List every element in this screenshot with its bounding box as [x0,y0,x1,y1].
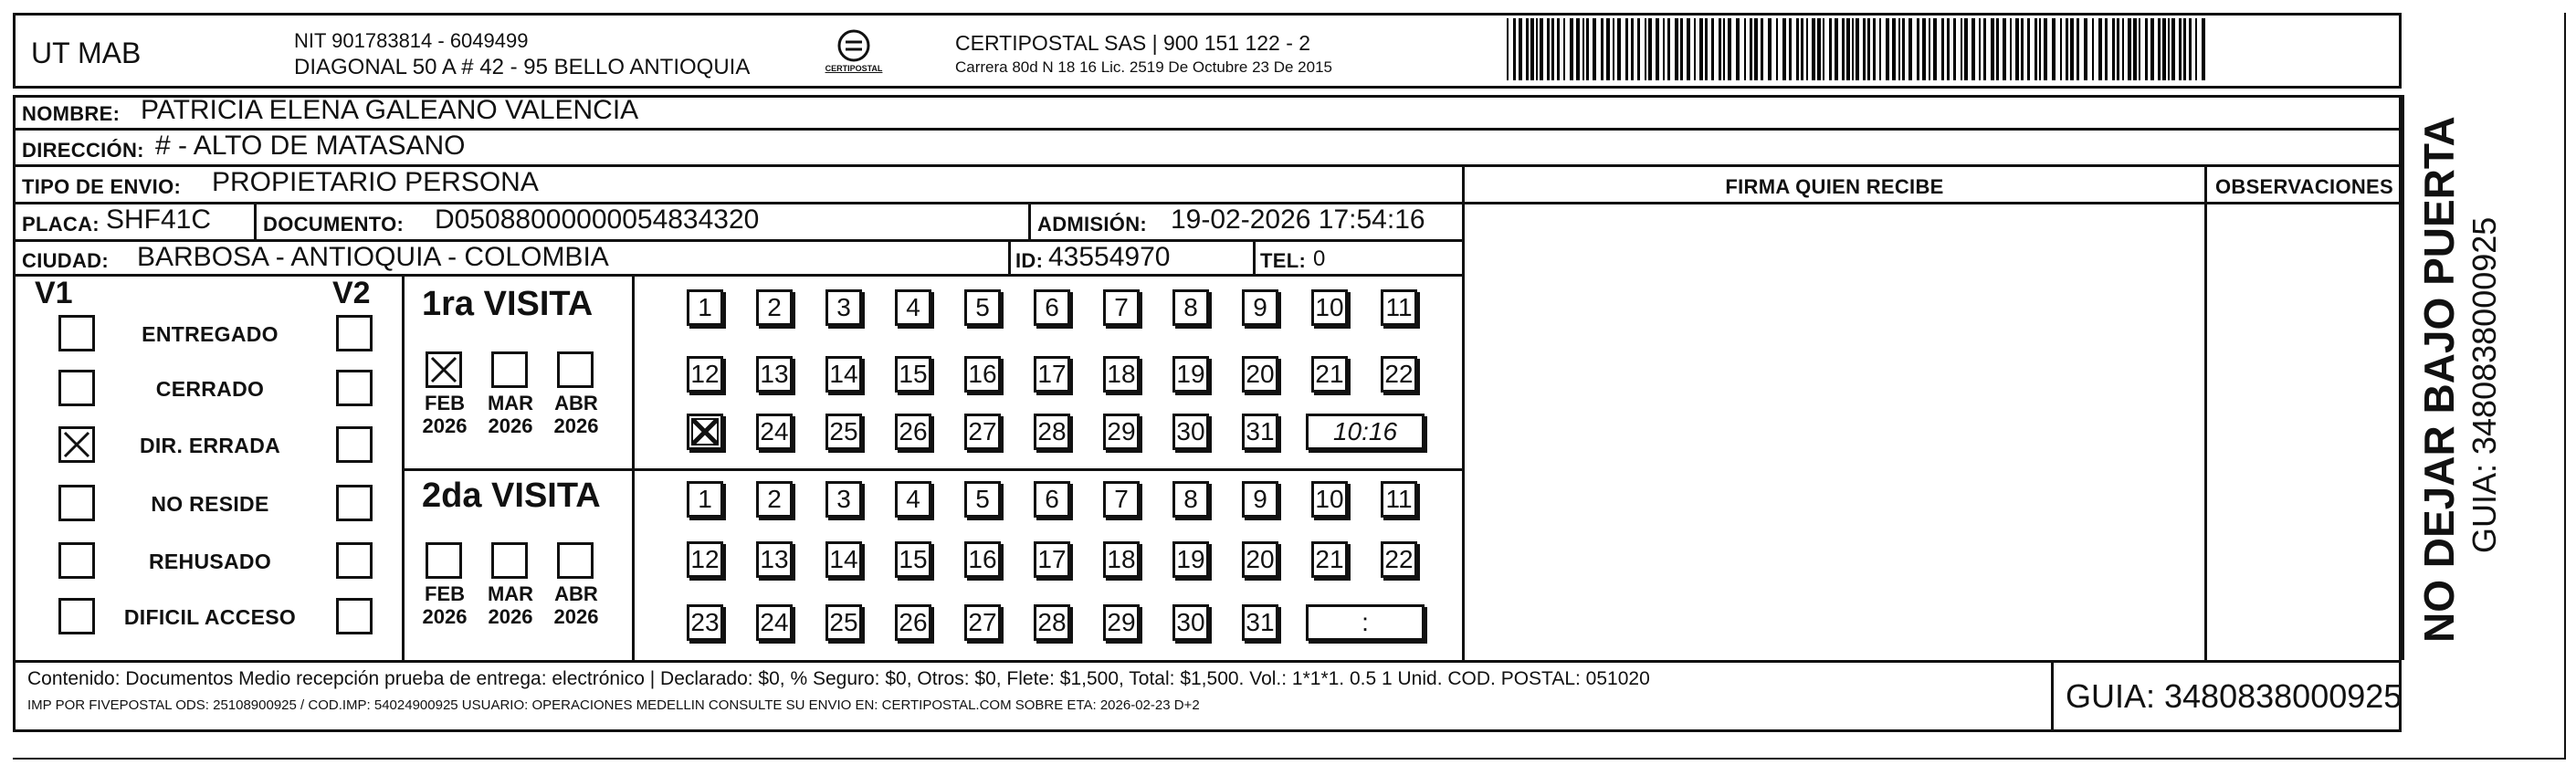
barcode-bar [1947,18,1950,80]
barcode-bar [2105,18,2108,80]
second-visit-day-box[interactable]: 25 [825,604,862,641]
first-visit-time-box[interactable]: 10:16 [1306,414,1425,450]
tipo-envio-label: TIPO DE ENVIO: [22,175,182,198]
nombre-value: PATRICIA ELENA GALEANO VALENCIA [141,95,639,125]
status-column-divider [402,274,405,660]
barcode-bar [2052,18,2056,80]
status-label: DIFICIL ACCESO [123,605,297,629]
second-visit-day-box[interactable]: 15 [895,541,931,578]
v1-checkbox[interactable] [58,315,95,351]
first-visit-day-box[interactable]: 24 [756,414,793,450]
second-visit-day-box[interactable]: 6 [1034,481,1070,518]
barcode-bar [2084,18,2087,80]
barcode-bar [2158,18,2161,80]
barcode-bar [1648,18,1652,80]
visits-divider [402,468,1462,471]
barcode-bar [1817,18,1821,80]
barcode-bar [1513,18,1516,80]
footer-divider [13,660,2399,663]
barcode-bar [1856,18,1859,80]
barcode-bar [1719,18,1721,80]
barcode-bar [2027,18,2030,80]
v1-checkbox[interactable] [58,542,95,579]
barcode-bar [1941,18,1944,80]
second-visit-day-box[interactable]: 30 [1172,604,1209,641]
barcode-bar [1711,18,1714,80]
barcode-bar [2195,18,2197,80]
side-guia-number: GUIA: 3480838000925 [2466,216,2503,553]
barcode-bar [1922,18,1926,80]
first-visit-day-box[interactable]: 30 [1172,414,1209,450]
barcode-bar [1728,18,1731,80]
second-visit-day-box[interactable]: 2 [756,481,793,518]
barcode-bar [2171,18,2175,80]
barcode-bar [1663,18,1665,80]
first-visit-day-box[interactable]: 4 [895,289,931,326]
second-visit-month-checkbox[interactable] [491,542,528,579]
v1-checkbox[interactable] [58,426,95,463]
barcode-bar [1953,18,1956,80]
second-visit-day-box[interactable]: 5 [964,481,1001,518]
barcode-bar [2122,18,2124,80]
barcode-bar [1886,18,1889,80]
barcode-bar [1547,18,1550,80]
barcode-bar [1996,18,1999,80]
barcode-bar [1680,18,1683,80]
first-visit-day-box[interactable]: 18 [1103,356,1140,393]
status-label: DIR. ERRADA [139,434,281,457]
first-visit-day-box[interactable]: 26 [895,414,931,450]
barcode-bar [1961,18,1962,80]
status-label: NO RESIDE [151,492,269,516]
barcode-bar [2117,18,2119,80]
barcode-bar [2077,18,2079,80]
first-visit-day-box[interactable]: 6 [1034,289,1070,326]
second-visit-month-checkbox[interactable] [557,542,594,579]
barcode-bar [2003,18,2006,80]
second-visit-day-box[interactable]: 3 [825,481,862,518]
second-visit-title: 2da VISITA [422,477,601,515]
first-visit-day-box[interactable]: 29 [1103,414,1140,450]
outer-right-border [2564,13,2566,760]
first-visit-month-checkbox[interactable] [491,351,528,388]
certipostal-logo [822,27,886,80]
barcode-bar [1530,18,1534,80]
barcode-bar [1563,18,1565,80]
month-year: 2026 [488,414,533,437]
first-visit-day-box[interactable]: 14 [825,356,862,393]
barcode-bar [2133,18,2137,80]
second-visit-month-label [416,582,473,628]
month-year: 2026 [488,605,533,628]
barcode-bar [1971,18,1975,80]
firma-quien-recibe-label: FIRMA QUIEN RECIBE [1725,175,1944,198]
first-visit-day-box[interactable]: 5 [964,289,1001,326]
barcode-bar [1823,18,1824,80]
second-visit-day-box[interactable]: 31 [1242,604,1278,641]
check-x-icon [689,416,720,447]
documento-label: DOCUMENTO: [263,213,405,236]
first-visit-day-box[interactable]: 15 [895,356,931,393]
v1-checkbox[interactable] [58,598,95,634]
second-visit-day-box[interactable]: 26 [895,604,931,641]
footer-imp-line: IMP POR FIVEPOSTAL ODS: 25108900925 / COD.IMP: 54024900925 USUARIO: OPERACIONES MEDELLIN CONSULTE SU ENVIO EN: CERTIPOSTAL.COM SOBRE ETA: 2026-02-23 D+2 [27,697,1200,713]
certipostal-info-1: CERTIPOSTAL SAS | 900 151 122 - 2 [955,31,1311,55]
signature-header-divider [1462,202,2402,204]
months-column-divider [632,274,635,660]
id-divider [1008,239,1011,274]
v1-checkbox[interactable] [58,485,95,521]
first-visit-title: 1ra VISITA [422,285,594,323]
barcode-bar [1705,18,1708,80]
signature-left-border [1462,164,1465,660]
barcode-bar [2092,18,2094,80]
v2-checkbox[interactable] [336,542,373,579]
first-visit-day-box[interactable]: 9 [1242,289,1278,326]
second-visit-day-box[interactable]: 23 [687,604,723,641]
barcode-bar [1991,18,1994,80]
barcode-bar [1723,18,1725,80]
barcode-bar [1964,18,1968,80]
barcode-bar [1744,18,1746,80]
barcode-bar [1699,18,1703,80]
second-visit-day-box[interactable]: 21 [1311,541,1348,578]
first-visit-day-box[interactable]: 19 [1172,356,1209,393]
barcode-bar [1687,18,1690,80]
month-name: FEB [425,582,465,605]
first-visit-day-box[interactable]: 8 [1172,289,1209,326]
first-visit-day-box[interactable]: 3 [825,289,862,326]
documento-value: D05088000000054834320 [435,204,760,235]
side-no-dejar-bajo-puerta: NO DEJAR BAJO PUERTA [2415,116,2463,643]
barcode-bar [2183,18,2186,80]
month-name: MAR [487,392,534,414]
barcode-bar [2066,18,2068,80]
barcode-bar [1645,18,1646,80]
barcode-bar [1570,18,1573,80]
barcode-bar [1801,18,1803,80]
barcode-bar [1613,18,1614,80]
month-name: ABR [554,392,598,414]
footer-guia-number: GUIA: 3480838000925 [2066,677,2403,715]
barcode-bar [2162,18,2166,80]
barcode-bar [1637,18,1640,80]
second-visit-day-box[interactable]: 7 [1103,481,1140,518]
second-visit-day-box[interactable]: 20 [1242,541,1278,578]
second-visit-day-box[interactable]: 18 [1103,541,1140,578]
barcode-bar [1846,18,1850,80]
barcode-bar [1736,18,1740,80]
admision-divider [1028,202,1031,239]
barcode-bar [1576,18,1580,80]
tipo-envio-value: PROPIETARIO PERSONA [212,167,539,197]
barcode [1507,18,2207,80]
admision-label: ADMISIÓN: [1037,213,1148,236]
second-visit-day-box[interactable]: 4 [895,481,931,518]
barcode-bar [1750,18,1752,80]
barcode-bar [1540,18,1543,80]
first-visit-month-checkbox[interactable] [426,351,462,388]
barcode-bar [2035,18,2037,80]
month-name: FEB [425,392,465,414]
first-visit-month-label [416,392,473,437]
barcode-bar [1782,18,1786,80]
barcode-bar [1842,18,1845,80]
first-visit-month-checkbox[interactable] [557,351,594,388]
first-visit-day-box[interactable]: 10 [1311,289,1348,326]
first-visit-day-box[interactable]: 1 [687,289,723,326]
first-visit-day-box[interactable]: 11 [1381,289,1417,326]
barcode-bar [2070,18,2074,80]
barcode-bar [2139,18,2140,80]
status-label: CERRADO [155,377,265,401]
barcode-bar [2168,18,2170,80]
barcode-bar [1694,18,1696,80]
check-x-icon [428,354,459,385]
signature-area[interactable] [1466,205,2202,657]
first-visit-day-box[interactable]: 22 [1381,356,1417,393]
tel-value: 0 [1313,246,1326,271]
month-year: 2026 [422,605,468,628]
v2-checkbox[interactable] [336,426,373,463]
first-visit-day-box[interactable]: 7 [1103,289,1140,326]
v2-checkbox[interactable] [336,315,373,351]
first-visit-day-box[interactable]: 17 [1034,356,1070,393]
placa-divider [254,202,257,239]
barcode-bar [1586,18,1589,80]
barcode-bar [2145,18,2148,80]
nombre-label: NOMBRE: [22,102,121,125]
barcode-bar [1867,18,1870,80]
ciudad-label: CIUDAD: [22,249,109,272]
barcode-bar [1908,18,1912,80]
certipostal-logo-text: CERTIPOSTAL [825,64,883,73]
barcode-bar [1617,18,1621,80]
barcode-bar [2039,18,2041,80]
observations-area[interactable] [2208,205,2400,657]
barcode-bar [2015,18,2019,80]
barcode-bar [1625,18,1628,80]
barcode-bar [1902,18,1905,80]
barcode-bar [1776,18,1778,80]
v2-checkbox[interactable] [336,485,373,521]
second-visit-day-box[interactable]: 24 [756,604,793,641]
first-visit-day-box[interactable]: 13 [756,356,793,393]
first-visit-day-box[interactable]: 20 [1242,356,1278,393]
certipostal-info-2: Carrera 80d N 18 16 Lic. 2519 De Octubre 23 De 2015 [955,58,1332,76]
barcode-bar [1917,18,1919,80]
status-label: ENTREGADO [142,322,279,346]
month-year: 2026 [422,414,468,437]
outer-bottom-border [13,758,2565,760]
tel-label: TEL: [1260,249,1307,272]
second-visit-day-box[interactable]: 10 [1311,481,1348,518]
direccion-label: DIRECCIÓN: [22,139,144,162]
barcode-bar [1593,18,1596,80]
barcode-bar [1829,18,1832,80]
check-x-icon [61,429,92,460]
month-year: 2026 [553,414,599,437]
barcode-bar [1557,18,1560,80]
second-visit-month-label [548,582,605,628]
barcode-bar [1835,18,1838,80]
barcode-bar [2021,18,2024,80]
barcode-bar [1873,18,1876,80]
company-name: UT MAB [31,37,142,69]
barcode-bar [1983,18,1986,80]
second-visit-day-box[interactable]: 1 [687,481,723,518]
company-nit: NIT 901783814 - 6049499 [294,29,529,52]
second-visit-day-box[interactable]: 22 [1381,541,1417,578]
barcode-bar [1606,18,1610,80]
second-visit-day-box[interactable]: 16 [964,541,1001,578]
barcode-bar [2179,18,2182,80]
second-visit-day-box[interactable]: 11 [1381,481,1417,518]
barcode-bar [1519,18,1522,80]
barcode-bar [1536,18,1538,80]
barcode-bar [2202,18,2205,80]
second-visit-day-box[interactable]: 27 [964,604,1001,641]
barcode-bar [1806,18,1808,80]
first-visit-month-label [482,392,539,437]
barcode-bar [2010,18,2012,80]
barcode-bar [1768,18,1772,80]
observaciones-label: OBSERVACIONES [2214,175,2393,198]
barcode-bar [2098,18,2102,80]
barcode-bar [1879,18,1881,80]
barcode-bar [1812,18,1815,80]
barcode-bar [1551,18,1554,80]
barcode-bar [1796,18,1799,80]
first-visit-month-label [548,392,605,437]
second-visit-day-box[interactable]: 13 [756,541,793,578]
v1-label: V1 [35,276,73,310]
first-visit-day-box[interactable]: 21 [1311,356,1348,393]
barcode-bar [1892,18,1896,80]
direccion-value: # - ALTO DE MATASANO [155,131,466,161]
v2-checkbox[interactable] [336,370,373,406]
barcode-bar [1601,18,1603,80]
barcode-bar [2044,18,2047,80]
second-visit-month-label [482,582,539,628]
id-label: ID: [1015,249,1044,272]
barcode-bar [1852,18,1854,80]
first-visit-day-box[interactable]: 25 [825,414,862,450]
barcode-bar [1582,18,1584,80]
barcode-bar [1526,18,1529,80]
barcode-bar [1929,18,1930,80]
barcode-bar [1754,18,1758,80]
barcode-bar [2128,18,2131,80]
second-visit-day-box[interactable]: 12 [687,541,723,578]
second-visit-day-box[interactable]: 19 [1172,541,1209,578]
first-visit-day-box[interactable]: 28 [1034,414,1070,450]
first-visit-day-box[interactable]: 16 [964,356,1001,393]
placa-label: PLACA: [22,213,100,236]
status-label: REHUSADO [148,550,272,573]
admision-value: 19-02-2026 17:54:16 [1171,204,1425,235]
second-visit-day-box[interactable]: 28 [1034,604,1070,641]
barcode-bar [1933,18,1937,80]
month-name: ABR [554,582,598,605]
second-visit-day-box[interactable]: 9 [1242,481,1278,518]
barcode-bar [1789,18,1792,80]
placa-value: SHF41C [106,204,212,235]
barcode-bar [1761,18,1763,80]
barcode-bar [2112,18,2115,80]
barcode-bar [1863,18,1866,80]
second-visit-month-checkbox[interactable] [426,542,462,579]
v2-checkbox[interactable] [336,598,373,634]
barcode-bar [1656,18,1659,80]
tel-divider [1253,239,1256,274]
first-visit-day-box[interactable]: 31 [1242,414,1278,450]
main-right-inner-border [2402,95,2404,660]
v1-checkbox[interactable] [58,370,95,406]
observations-left-border [2204,164,2207,660]
barcode-bar [1507,18,1509,80]
first-visit-day-box[interactable]: 27 [964,414,1001,450]
barcode-bar [1898,18,1900,80]
barcode-bar [2189,18,2192,80]
barcode-bar [1667,18,1670,80]
footer-content-line: Contenido: Documentos Medio recepción prueba de entrega: electrónico | Declarado: $0, % Seguro: $0, Otros: $0, Flete: $1,500, Total: $1,500. Vol.: 1*1*1. 0.5 1 Unid. COD. POSTAL: 051020 [27,668,1650,689]
second-visit-time-box[interactable]: : [1306,604,1425,641]
id-value: 43554970 [1048,242,1171,272]
month-name: MAR [487,582,534,605]
second-visit-day-box[interactable]: 17 [1034,541,1070,578]
company-address: DIAGONAL 50 A # 42 - 95 BELLO ANTIOQUIA [294,55,751,79]
v2-label: V2 [332,276,371,310]
ciudad-value: BARBOSA - ANTIOQUIA - COLOMBIA [137,242,609,272]
second-visit-day-box[interactable]: 14 [825,541,862,578]
first-visit-day-box[interactable]: 2 [756,289,793,326]
first-visit-day-box[interactable]: 12 [687,356,723,393]
barcode-bar [1631,18,1634,80]
second-visit-day-box[interactable]: 8 [1172,481,1209,518]
barcode-bar [2150,18,2154,80]
barcode-bar [2060,18,2062,80]
first-visit-day-box[interactable] [687,414,723,450]
barcode-bar [1675,18,1678,80]
month-year: 2026 [553,605,599,628]
second-visit-day-box[interactable]: 29 [1103,604,1140,641]
row-divider-5 [13,274,1465,277]
barcode-bar [1979,18,1981,80]
